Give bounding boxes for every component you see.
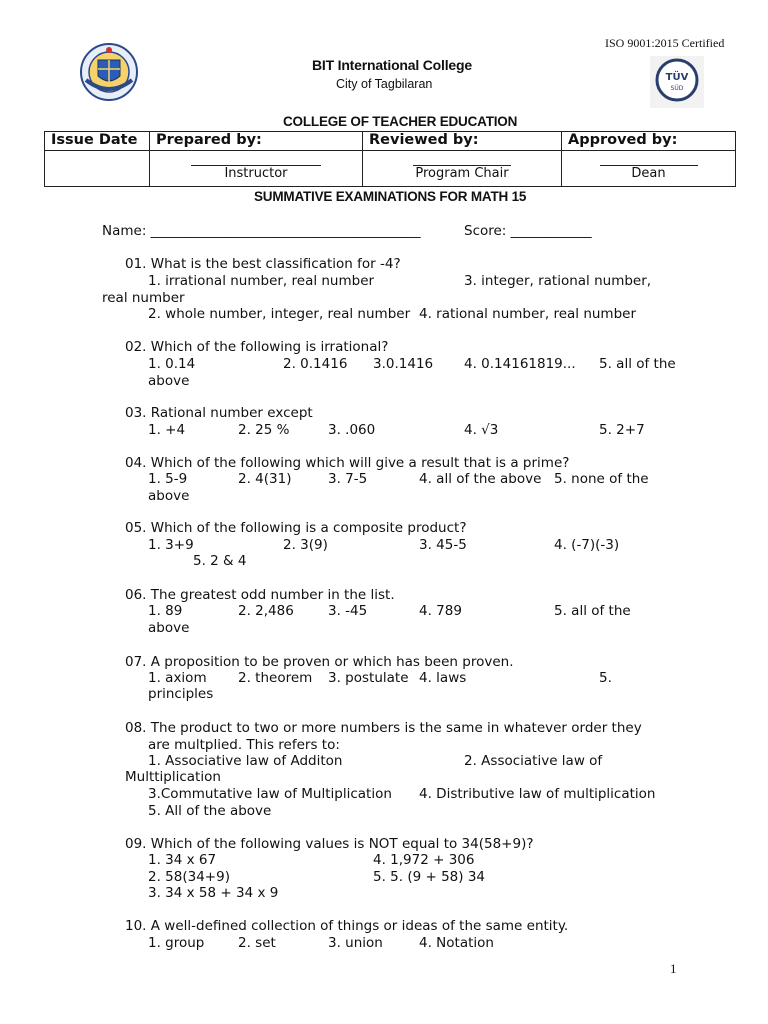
question-2-stem: 02. Which of the following is irrational? xyxy=(125,339,389,355)
question-10-stem: 10. A well-defined collection of things or ideas of the same entity. xyxy=(125,918,569,934)
q4-option-5: 5. none of the xyxy=(554,471,649,487)
instructor-signatory: Instructor xyxy=(191,165,321,181)
q7-option-5-cont: principles xyxy=(148,686,214,702)
question-3-stem: 03. Rational number except xyxy=(125,405,313,421)
approved-by-cell xyxy=(562,151,736,187)
q7-option-1: 1. axiom xyxy=(148,670,207,686)
q7-option-2: 2. theorem xyxy=(238,670,313,686)
q1-option-1: 1. irrational number, real number xyxy=(148,273,375,289)
college-city: City of Tagbilaran xyxy=(336,77,433,91)
q8-option-4: 4. Distributive law of multiplication xyxy=(419,786,656,802)
q8-option-5: 5. All of the above xyxy=(148,803,272,819)
q4-option-3: 3. 7-5 xyxy=(328,471,368,487)
q9-option-3: 3. 34 x 58 + 34 x 9 xyxy=(148,885,279,901)
question-8-stem: 08. The product to two or more numbers is the same in whatever order they xyxy=(125,720,642,736)
q6-option-5-cont: above xyxy=(148,620,190,636)
q7-option-3: 3. postulate xyxy=(328,670,409,686)
question-7-stem: 07. A proposition to be proven or which has been proven. xyxy=(125,654,514,670)
q5-option-5: 5. 2 & 4 xyxy=(193,553,247,569)
question-1-stem: 01. What is the best classification for -4? xyxy=(125,256,401,272)
q10-option-3: 3. union xyxy=(328,935,383,951)
q10-option-4: 4. Notation xyxy=(419,935,494,951)
question-8-stem-cont: are multplied. This refers to: xyxy=(148,737,340,753)
q5-option-4: 4. (-7)(-3) xyxy=(554,537,620,553)
q8-option-2: 2. Associative law of xyxy=(464,753,603,769)
reviewed-by-header: Reviewed by: xyxy=(363,132,562,151)
q3-option-5: 5. 2+7 xyxy=(599,422,645,438)
question-5-stem: 05. Which of the following is a composite product? xyxy=(125,520,467,536)
q2-option-5-cont: above xyxy=(148,373,190,389)
q8-option-2-cont: Multtiplication xyxy=(125,769,221,785)
q4-option-1: 1. 5-9 xyxy=(148,471,188,487)
q6-option-4: 4. 789 xyxy=(419,603,462,619)
iso-certification: ISO 9001:2015 Certified xyxy=(605,36,725,50)
q1-option-2: 2. whole number, integer, real number xyxy=(148,306,411,322)
question-4-stem: 04. Which of the following which will give a result that is a prime? xyxy=(125,455,570,471)
q8-option-3: 3.Commutative law of Multiplication xyxy=(148,786,392,802)
q3-option-4: 4. √3 xyxy=(464,422,499,438)
page-number: 1 xyxy=(670,961,677,976)
q3-option-2: 2. 25 % xyxy=(238,422,290,438)
q2-option-4: 4. 0.14161819... xyxy=(464,356,576,372)
q2-option-3: 3.0.1416 xyxy=(373,356,434,372)
q9-option-4: 4. 1,972 + 306 xyxy=(373,852,475,868)
issue-date-header: Issue Date xyxy=(45,132,150,151)
college-seal-logo xyxy=(78,42,140,102)
q10-option-1: 1. group xyxy=(148,935,205,951)
q9-option-5: 5. 5. (9 + 58) 34 xyxy=(373,869,486,885)
tuv-logo-subtext: SÜD xyxy=(670,85,684,92)
q6-option-5: 5. all of the xyxy=(554,603,631,619)
q1-option-4: 4. rational number, real number xyxy=(419,306,637,322)
department-title: COLLEGE OF TEACHER EDUCATION xyxy=(283,114,518,129)
q4-option-5-cont: above xyxy=(148,488,190,504)
q3-option-1: 1. +4 xyxy=(148,422,186,438)
prepared-by-cell xyxy=(150,151,363,187)
issue-date-cell xyxy=(45,151,150,187)
q2-option-1: 1. 0.14 xyxy=(148,356,196,372)
q8-option-1: 1. Associative law of Additon xyxy=(148,753,343,769)
tuv-logo-text: TÜV xyxy=(665,72,689,83)
q2-option-2: 2. 0.1416 xyxy=(283,356,348,372)
q10-option-2: 2. set xyxy=(238,935,276,951)
reviewed-by-cell xyxy=(363,151,562,187)
q3-option-3: 3. .060 xyxy=(328,422,376,438)
name-field[interactable]: Name: ________________________________________ xyxy=(102,223,421,239)
score-field[interactable]: Score: ____________ xyxy=(464,223,592,239)
q4-option-2: 2. 4(31) xyxy=(238,471,292,487)
q1-option-3: 3. integer, rational number, xyxy=(464,273,652,289)
q1-option-3-cont: real number xyxy=(102,290,185,306)
q5-option-1: 1. 3+9 xyxy=(148,537,194,553)
dean-signatory: Dean xyxy=(600,165,698,181)
approved-by-header: Approved by: xyxy=(562,132,736,151)
tuv-sud-logo xyxy=(650,56,704,108)
q7-option-5: 5. xyxy=(599,670,612,686)
exam-title: SUMMATIVE EXAMINATIONS FOR MATH 15 xyxy=(254,189,527,204)
prepared-by-header: Prepared by: xyxy=(150,132,363,151)
question-6-stem: 06. The greatest odd number in the list. xyxy=(125,587,395,603)
q7-option-4: 4. laws xyxy=(419,670,467,686)
q4-option-4: 4. all of the above xyxy=(419,471,542,487)
q5-option-3: 3. 45-5 xyxy=(419,537,467,553)
question-9-stem: 09. Which of the following values is NOT equal to 34(58+9)? xyxy=(125,836,534,852)
q6-option-2: 2. 2,486 xyxy=(238,603,294,619)
q9-option-2: 2. 58(34+9) xyxy=(148,869,230,885)
program-chair-signatory: Program Chair xyxy=(413,165,511,181)
college-name: BIT International College xyxy=(312,57,472,73)
approval-table xyxy=(44,131,736,187)
q9-option-1: 1. 34 x 67 xyxy=(148,852,217,868)
q5-option-2: 2. 3(9) xyxy=(283,537,328,553)
q2-option-5: 5. all of the xyxy=(599,356,676,372)
q6-option-3: 3. -45 xyxy=(328,603,368,619)
q6-option-1: 1. 89 xyxy=(148,603,183,619)
